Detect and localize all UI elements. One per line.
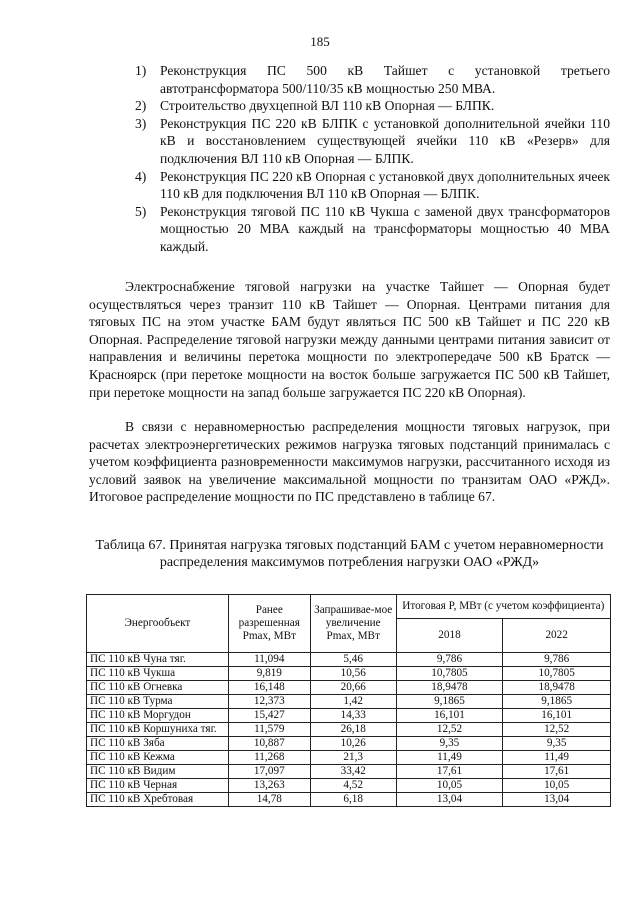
cell-2022: 9,35	[503, 737, 611, 751]
cell-name: ПС 110 кВ Коршуниха тяг.	[87, 723, 229, 737]
cell-2018: 9,1865	[396, 695, 503, 709]
table-caption: Таблица 67. Принятая нагрузка тяговых подстанций БАМ с учетом неравномерности распределения максимумов потребления нагрузки ОАО «РЖД»	[95, 538, 604, 570]
cell-req: 6,18	[310, 793, 396, 807]
cell-2018: 10,7805	[396, 667, 503, 681]
table-row	[87, 751, 611, 765]
list-item-number: 5)	[135, 203, 147, 219]
table-row	[87, 737, 611, 751]
table-row	[87, 653, 611, 667]
cell-name: ПС 110 кВ Моргудон	[87, 709, 229, 723]
cell-prev: 17,097	[228, 765, 310, 779]
cell-2022: 17,61	[503, 765, 611, 779]
cell-name: ПС 110 кВ Чукша	[87, 667, 229, 681]
cell-prev: 11,268	[228, 751, 310, 765]
cell-prev: 15,427	[228, 709, 310, 723]
cell-req: 5,46	[310, 653, 396, 667]
cell-2022: 11,49	[503, 751, 611, 765]
page-number: 185	[310, 34, 330, 49]
cell-2018: 11,49	[396, 751, 503, 765]
paragraph-load-distribution	[89, 418, 610, 506]
cell-2018: 18,9478	[396, 681, 503, 695]
header-year-2018: 2018	[396, 619, 503, 653]
header-previous: Ранее разрешенная Pmax, МВт	[228, 595, 310, 653]
cell-prev: 11,094	[228, 653, 310, 667]
cell-prev: 9,819	[228, 667, 310, 681]
table-row	[87, 793, 611, 807]
list-item-number: 4)	[135, 168, 147, 184]
cell-2018: 12,52	[396, 723, 503, 737]
cell-2018: 9,786	[396, 653, 503, 667]
cell-prev: 13,263	[228, 779, 310, 793]
cell-2022: 12,52	[503, 723, 611, 737]
cell-req: 26,18	[310, 723, 396, 737]
table-row	[87, 695, 611, 709]
header-requested: Запрашивае-мое увеличение Pmax, МВт	[310, 595, 396, 653]
cell-req: 1,42	[310, 695, 396, 709]
cell-name: ПС 110 кВ Видим	[87, 765, 229, 779]
list-item	[135, 203, 610, 256]
cell-req: 4,52	[310, 779, 396, 793]
cell-prev: 12,373	[228, 695, 310, 709]
cell-2022: 10,05	[503, 779, 611, 793]
table-row	[87, 709, 611, 723]
list-item-text: Реконструкция ПС 500 кВ Тайшет с установкой третьего автотрансформатора 500/110/35 кВ мощностью 250 МВА.	[160, 63, 610, 96]
paragraph-power-supply	[89, 278, 610, 401]
cell-req: 14,33	[310, 709, 396, 723]
paragraph-text: Электроснабжение тяговой нагрузки на участке Тайшет — Опорная будет осуществляться через транзит 110 кВ Тайшет — Опорная. Центрами питания для тяговых ПС на этом участке БАМ будут являться ПС 500 кВ Тайшет и ПС 220 кВ Опорная. Распределение тяговой нагрузки между данными центрами питания зависит от направления и величины перетока мощности по электропередаче 500 кВ Братск — Красноярск (при перетоке мощности на восток больше загружается ПС 500 кВ Тайшет, при перетоке мощности на запад больше загружается ПС 220 кВ Опорная).	[89, 279, 610, 400]
cell-2022: 13,04	[503, 793, 611, 807]
cell-req: 10,56	[310, 667, 396, 681]
header-total: Итоговая P, МВт (с учетом коэффициента)	[396, 595, 610, 619]
cell-2018: 10,05	[396, 779, 503, 793]
cell-2018: 17,61	[396, 765, 503, 779]
list-item-text: Строительство двухцепной ВЛ 110 кВ Опорная — БЛПК.	[160, 98, 495, 114]
table-row	[87, 681, 611, 695]
cell-name: ПС 110 кВ Черная	[87, 779, 229, 793]
cell-name: ПС 110 кВ Хребтовая	[87, 793, 229, 807]
cell-name: ПС 110 кВ Кежма	[87, 751, 229, 765]
header-year-2022: 2022	[503, 619, 611, 653]
list-item-number: 1)	[135, 63, 147, 78]
list-item-text: Реконструкция тяговой ПС 110 кВ Чукша с заменой двух трансформаторов мощностью 20 МВА каждый на трансформаторы мощностью 40 МВА каждый.	[160, 203, 610, 254]
cell-req: 20,66	[310, 681, 396, 695]
cell-2018: 9,35	[396, 737, 503, 751]
table-row	[87, 723, 611, 737]
cell-prev: 11,579	[228, 723, 310, 737]
cell-name: ПС 110 кВ Огневка	[87, 681, 229, 695]
cell-name: ПС 110 кВ Зяба	[87, 737, 229, 751]
cell-2022: 16,101	[503, 709, 611, 723]
list-item	[135, 168, 610, 203]
list-item	[135, 62, 610, 97]
list-item	[135, 115, 610, 168]
cell-2022: 9,786	[503, 653, 611, 667]
table-row	[87, 779, 611, 793]
list-item-number: 2)	[135, 98, 147, 114]
measures-list	[135, 62, 610, 256]
list-item	[135, 97, 610, 115]
cell-name: ПС 110 кВ Турма	[87, 695, 229, 709]
cell-req: 10,26	[310, 737, 396, 751]
table-row	[87, 667, 611, 681]
list-item-text: Реконструкция ПС 220 кВ Опорная с установкой двух дополнительных ячеек 110 кВ для подключения ВЛ 110 кВ Опорная — БЛПК.	[160, 168, 610, 202]
table-row	[87, 765, 611, 779]
load-table	[86, 594, 611, 807]
cell-2022: 9,1865	[503, 695, 611, 709]
cell-prev: 16,148	[228, 681, 310, 695]
cell-prev: 10,887	[228, 737, 310, 751]
cell-2022: 18,9478	[503, 681, 611, 695]
list-item-text: Реконструкция ПС 220 кВ БЛПК с установкой дополнительной ячейки 110 кВ и восстановлением существующей ячейки 110 кВ «Резерв» для подключения ВЛ 110 кВ Опорная — БЛПК.	[160, 115, 610, 166]
cell-req: 21,3	[310, 751, 396, 765]
list-item-number: 3)	[135, 115, 147, 131]
cell-2018: 13,04	[396, 793, 503, 807]
paragraph-text: В связи с неравномерностью распределения мощности тяговых нагрузок, при расчетах электроэнергетических режимов нагрузка тяговых подстанций принималась с учетом коэффициента разновременности максимумов нагрузки, рассчитанного исходя из условий заявок на увеличение максимальной мощности по транзитам ОАО «РЖД». Итоговое распределение мощности по ПС представлено в таблице 67.	[89, 419, 610, 505]
cell-name: ПС 110 кВ Чуна тяг.	[87, 653, 229, 667]
cell-prev: 14,78	[228, 793, 310, 807]
cell-2022: 10,7805	[503, 667, 611, 681]
cell-2018: 16,101	[396, 709, 503, 723]
cell-req: 33,42	[310, 765, 396, 779]
header-object: Энергообъект	[87, 595, 229, 653]
